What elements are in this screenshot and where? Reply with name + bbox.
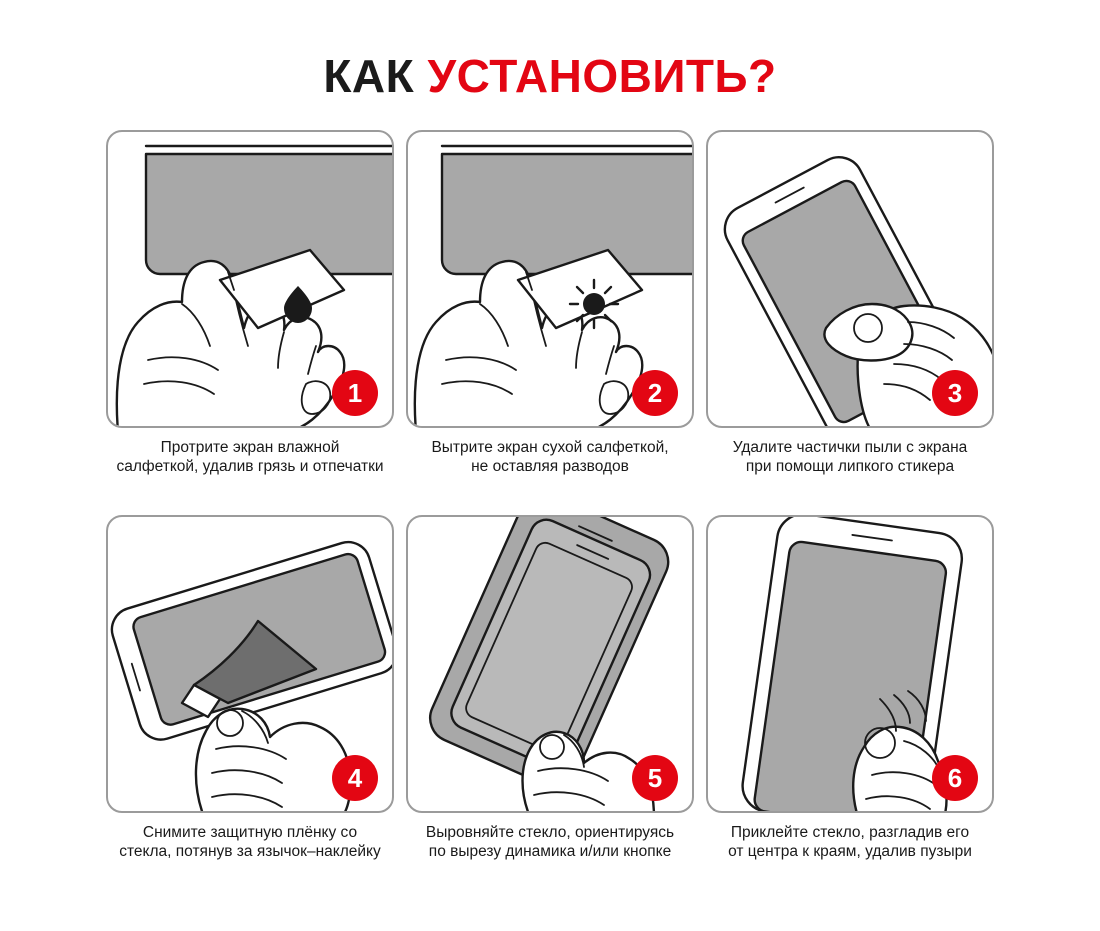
steps-grid xyxy=(100,130,1000,900)
step-card-4 xyxy=(100,515,400,900)
step-number-badge: 2 xyxy=(632,370,678,416)
caption-line-1: Вытрите экран сухой салфеткой, xyxy=(431,438,669,456)
caption-line-1: Снимите защитную плёнку со xyxy=(142,823,358,841)
step-illustration-3 xyxy=(706,130,994,428)
caption-line-2: при помощи липкого стикера xyxy=(745,458,955,476)
step-illustration-4 xyxy=(106,515,394,813)
caption-line-1: Удалите частички пыли с экрана xyxy=(732,438,968,456)
caption-line-1: Выровняйте стекло, ориентируясь xyxy=(425,823,675,841)
caption-line-1: Приклейте стекло, разгладив его xyxy=(730,823,970,841)
step-number-badge: 5 xyxy=(632,755,678,801)
step-illustration-5 xyxy=(406,515,694,813)
step-card-2 xyxy=(400,130,700,515)
caption-line-2: не оставляя разводов xyxy=(471,458,629,476)
caption-line-2: салфеткой, удалив грязь и отпечатки xyxy=(116,458,384,476)
caption-line-2: по вырезу динамика и/или кнопке xyxy=(428,843,672,861)
caption-line-2: от центра к краям, удалив пузыри xyxy=(728,843,972,861)
step-card-3 xyxy=(700,130,1000,515)
step-number-badge: 1 xyxy=(332,370,378,416)
step-caption-5 xyxy=(405,823,695,863)
step-card-1 xyxy=(100,130,400,515)
infographic-page xyxy=(0,31,1100,931)
step-number-badge: 6 xyxy=(932,755,978,801)
page-title-part1: КАК xyxy=(323,49,428,102)
step-illustration-6 xyxy=(706,515,994,813)
caption-line-2: стекла, потянув за язычок–наклейку xyxy=(119,843,381,861)
step-caption-3 xyxy=(705,438,995,478)
step-caption-1 xyxy=(105,438,395,478)
page-title xyxy=(0,31,1100,102)
step-number-badge: 3 xyxy=(932,370,978,416)
step-caption-2 xyxy=(405,438,695,478)
caption-line-1: Протрите экран влажной xyxy=(160,438,340,456)
step-illustration-2 xyxy=(406,130,694,428)
step-number-badge: 4 xyxy=(332,755,378,801)
step-illustration-1 xyxy=(106,130,394,428)
step-card-5 xyxy=(400,515,700,900)
step-caption-6 xyxy=(705,823,995,863)
step-card-6 xyxy=(700,515,1000,900)
step-caption-4 xyxy=(105,823,395,863)
page-title-part2: УСТАНОВИТЬ? xyxy=(427,49,777,102)
